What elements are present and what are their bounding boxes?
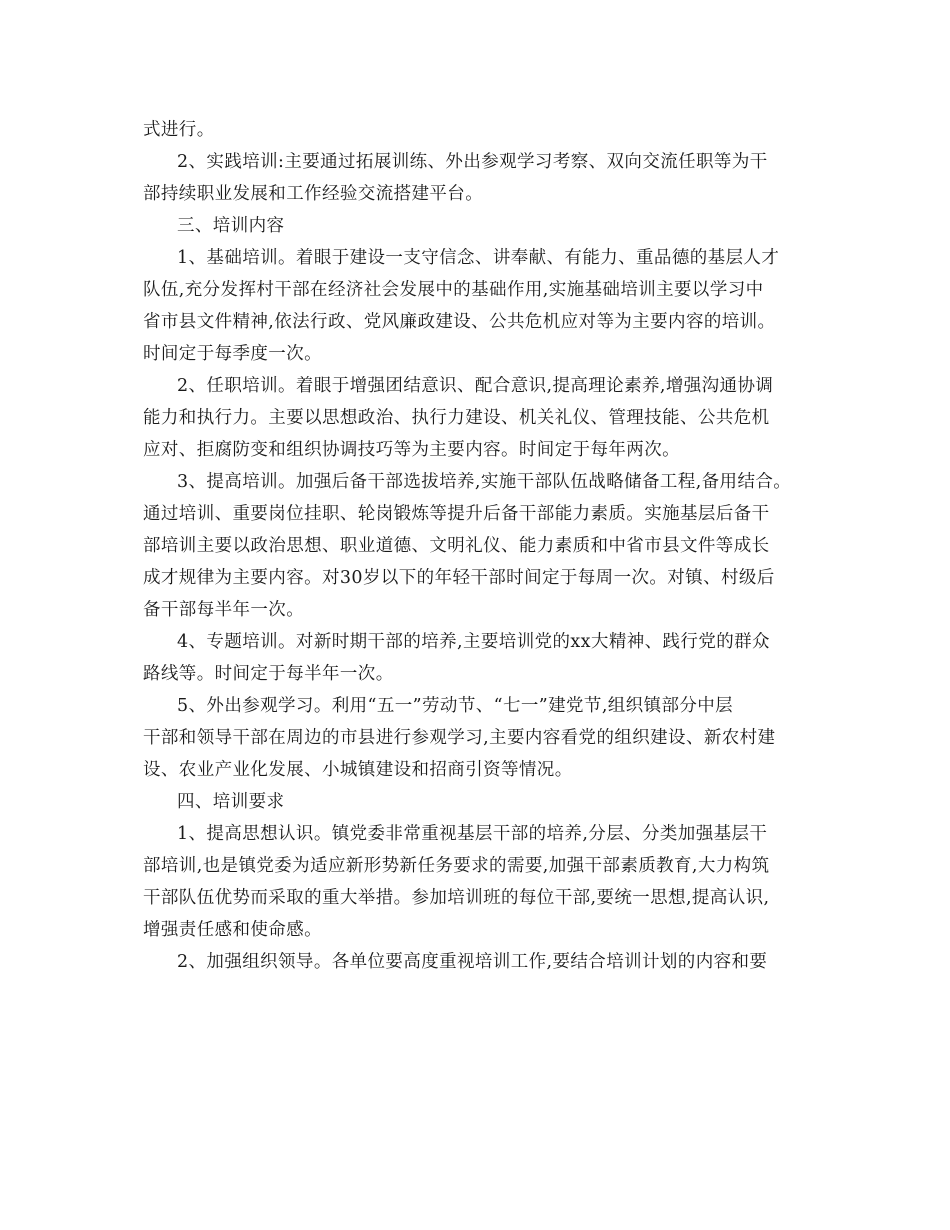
text-line: 应对、拒腐防变和组织协调技巧等为主要内容。时间定于每年两次。 [143,440,680,460]
paragraph [143,466,815,626]
text-line: 设、农业产业化发展、小城镇建设和招商引资等情况。 [143,760,573,780]
paragraph [143,114,815,146]
text-line: 1、基础培训。着眼于建设一支守信念、讲奉献、有能力、重品德的基层人才 [177,248,780,268]
text-line: 干部和领导干部在周边的市县进行参观学习,主要内容看党的组织建设、新农村建 [143,728,776,748]
text-line: 5、外出参观学习。利用“五一”劳动节、“七一”建党节,组织镇部分中层 [177,696,734,716]
paragraph [143,946,815,978]
text-line: 2、任职培训。着眼于增强团结意识、配合意识,提高理论素养,增强沟通协调 [177,376,774,396]
paragraph [143,146,815,210]
text-line: 4、专题培训。对新时期干部的培养,主要培训党的xx大精神、践行党的群众 [177,632,770,652]
text-line: 四、培训要求 [177,792,285,812]
text-line: 2、实践培训:主要通过拓展训练、外出参观学习考察、双向交流任职等为干 [177,152,768,172]
text-line: 部培训主要以政治思想、职业道德、文明礼仪、能力素质和中省市县文件等成长 [143,536,770,556]
text-line: 时间定于每季度一次。 [143,344,322,364]
paragraph [143,818,815,946]
text-line: 成才规律为主要内容。对30岁以下的年轻干部时间定于每周一次。对镇、村级后 [143,568,775,588]
text-line: 增强责任感和使命感。 [143,920,322,940]
paragraph [143,210,815,242]
text-line: 备干部每半年一次。 [143,600,305,620]
text-line: 部培训,也是镇党委为适应新形势新任务要求的需要,加强干部素质教育,大力构筑 [143,856,770,876]
text-line: 1、提高思想认识。镇党委非常重视基层干部的培养,分层、分类加强基层干 [177,824,768,844]
text-line: 2、加强组织领导。各单位要高度重视培训工作,要结合培训计划的内容和要 [177,952,768,972]
paragraph [143,370,815,466]
document-body [143,114,815,978]
text-line: 干部队伍优势而采取的重大举措。参加培训班的每位干部,要统一思想,提高认识, [143,888,770,908]
text-line: 路线等。时间定于每半年一次。 [143,664,394,684]
text-line: 部持续职业发展和工作经验交流搭建平台。 [143,184,484,204]
text-line: 式进行。 [143,120,215,140]
text-line: 通过培训、重要岗位挂职、轮岗锻炼等提升后备干部能力素质。实施基层后备干 [143,504,770,524]
text-line: 省市县文件精神,依法行政、党风廉政建设、公共危机应对等为主要内容的培训。 [143,312,776,332]
text-line: 能力和执行力。主要以思想政治、执行力建设、机关礼仪、管理技能、公共危机 [143,408,770,428]
paragraph [143,626,815,690]
text-line: 3、提高培训。加强后备干部选拔培养,实施干部队伍战略储备工程,备用结合。 [177,472,792,492]
paragraph [143,242,815,370]
text-line: 三、培训内容 [177,216,285,236]
paragraph [143,690,815,786]
text-line: 队伍,充分发挥村干部在经济社会发展中的基础作用,实施基础培训主要以学习中 [143,280,764,300]
paragraph [143,786,815,818]
